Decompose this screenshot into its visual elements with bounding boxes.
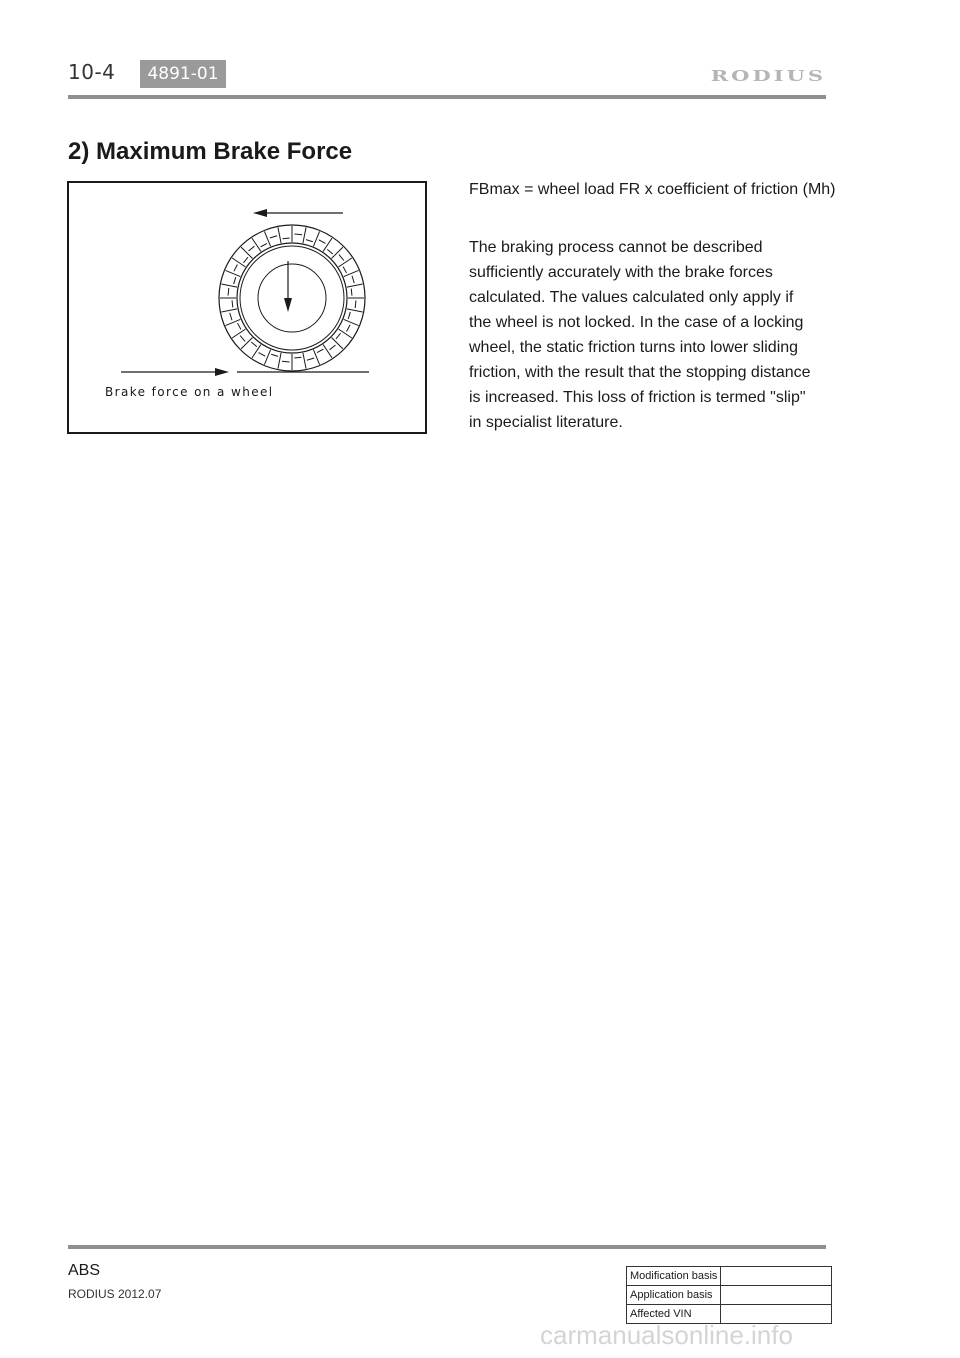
paragraph-line: The braking process cannot be described: [469, 239, 763, 256]
paragraph-line: wheel, the static friction turns into lower sliding: [469, 339, 799, 356]
paragraph-line: the wheel is not locked. In the case of a locking: [469, 314, 804, 331]
footer-model-date: RODIUS 2012.07: [68, 1287, 162, 1301]
modification-table: [626, 1266, 832, 1324]
brand-logo: RODIUS: [710, 66, 826, 85]
tread-step: [283, 238, 290, 239]
formula-text: FBmax = wheel load FR x coefficient of friction (Mh): [469, 181, 836, 198]
affected-vin-label: Affected VIN: [627, 1305, 721, 1324]
modification-basis-value: [721, 1267, 832, 1286]
application-basis-label: Application basis: [627, 1286, 721, 1305]
watermark-text: carmanualsonline.info: [540, 1320, 793, 1350]
paragraph-line: is increased. This loss of friction is termed "slip": [469, 389, 806, 406]
header-divider: [68, 95, 826, 99]
section-title: 2) Maximum Brake Force: [68, 138, 353, 165]
figure-caption: Brake force on a wheel: [105, 385, 274, 399]
footer-divider: [68, 1245, 826, 1249]
table-row: [627, 1286, 832, 1305]
wheel-brake-force-diagram-icon: [67, 181, 427, 434]
page-number: 10-4: [68, 60, 116, 84]
tread-step: [351, 289, 352, 296]
section-code-badge: 4891-01: [140, 60, 226, 88]
paragraph-line: calculated. The values calculated only apply if: [469, 289, 794, 306]
tread-step: [294, 357, 301, 358]
footer-section-name: ABS: [68, 1262, 101, 1279]
body-paragraph: [469, 235, 839, 435]
paragraph-line: in specialist literature.: [469, 414, 623, 431]
modification-basis-label: Modification basis: [627, 1267, 721, 1286]
application-basis-value: [721, 1286, 832, 1305]
tread-step: [232, 300, 233, 307]
table-row: [627, 1267, 832, 1286]
paragraph-line: sufficiently accurately with the brake forces: [469, 264, 773, 281]
paragraph-line: friction, with the result that the stopping distance: [469, 364, 811, 381]
brake-force-figure: [67, 181, 427, 434]
